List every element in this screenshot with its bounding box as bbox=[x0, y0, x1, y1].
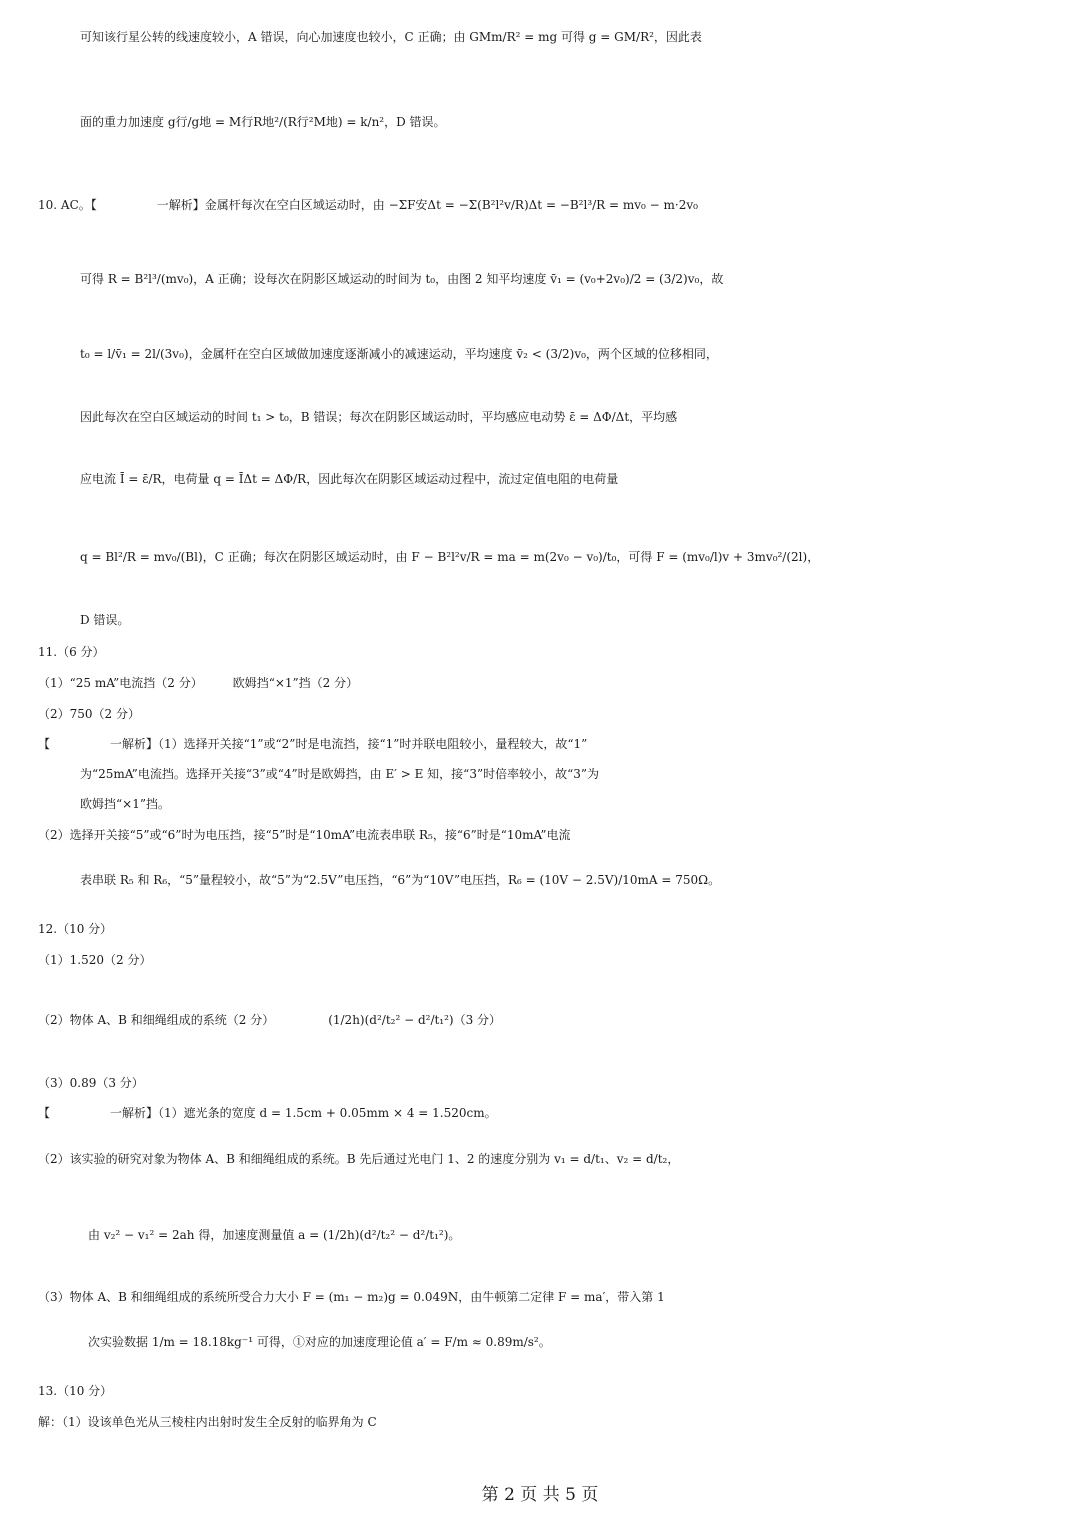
text-line-13: 【 一解析】（1）选择开关接“1”或“2”时是电流挡，接“1”时并联电阻较小，量程较大，故“1” bbox=[38, 737, 588, 751]
text-line-20: （2）物体 A、B 和细绳组成的系统（2 分） (1/2h)(d²/t₂² − d²/t₁²)（3 分） bbox=[38, 1013, 502, 1027]
text-line-16: （2）选择开关接“5”或“6”时为电压挡，接“5”时是“10mA”电流表串联 R₅，接“6”时是“10mA”电流 bbox=[38, 828, 571, 842]
text-line-27: 13.（10 分） bbox=[38, 1384, 113, 1398]
text-line-9: D 错误。 bbox=[80, 613, 130, 627]
text-line-19: （1）1.520（2 分） bbox=[38, 953, 152, 967]
page-footer: 第 2 页 共 5 页 bbox=[481, 1485, 599, 1505]
text-line-25: （3）物体 A、B 和细绳组成的系统所受合力大小 F = (m₁ − m₂)g = 0.049N，由牛顿第二定律 F = ma′，带入第 1 bbox=[38, 1290, 665, 1304]
text-line-24: 由 v₂² − v₁² = 2ah 得，加速度测量值 a = (1/2h)(d²/t₂² − d²/t₁²)。 bbox=[88, 1228, 461, 1242]
text-line-8: q = Bl²/R = mv₀/(Bl)，C 正确；每次在阴影区域运动时，由 F − B²l²v/R = ma = m(2v₀ − v₀)/t₀，可得 F = (mv₀/l)v + 3mv₀²/(2l)， bbox=[80, 550, 820, 564]
text-line-23: （2）该实验的研究对象为物体 A、B 和细绳组成的系统。B 先后通过光电门 1、2 的速度分别为 v₁ = d/t₁、v₂ = d/t₂， bbox=[38, 1152, 680, 1166]
text-line-7: 应电流 Ī = ε̄/R，电荷量 q = ĪΔt = ΔΦ/R，因此每次在阴影区域运动过程中，流过定值电阻的电荷量 bbox=[80, 472, 619, 486]
text-line-26: 次实验数据 1/m = 18.18kg⁻¹ 可得，①对应的加速度理论值 a′ = F/m ≈ 0.89m/s²。 bbox=[88, 1335, 551, 1349]
text-line-4: 可得 R = B²l³/(mv₀)，A 正确；设每次在阴影区域运动的时间为 t₀，由图 2 知平均速度 v̄₁ = (v₀+2v₀)/2 = (3/2)v₀，故 bbox=[80, 272, 724, 286]
text-line-15: 欧姆挡“×1”挡。 bbox=[80, 797, 170, 811]
text-line-11: （1）“25 mA”电流挡（2 分） 欧姆挡“×1”挡（2 分） bbox=[38, 676, 359, 690]
text-line-3: 10. AC。【 一解析】金属杆每次在空白区域运动时，由 −ΣF安Δt = −Σ(B²l²v/R)Δt = −B²l³/R = mv₀ − m·2v₀ bbox=[38, 198, 698, 212]
text-line-21: （3）0.89（3 分） bbox=[38, 1076, 144, 1090]
text-line-5: t₀ = l/v̄₁ = 2l/(3v₀)，金属杆在空白区域做加速度逐渐减小的减速运动，平均速度 v̄₂ < (3/2)v₀，两个区域的位移相同， bbox=[80, 347, 718, 361]
text-line-2: 面的重力加速度 g行/g地 = M行R地²/(R行²M地) = k/n²，D 错误。 bbox=[80, 115, 446, 129]
text-line-18: 12.（10 分） bbox=[38, 922, 113, 936]
text-line-10: 11.（6 分） bbox=[38, 645, 105, 659]
text-line-17: 表串联 R₅ 和 R₆，“5”量程较小，故“5”为“2.5V”电压挡，“6”为“10V”电压挡，R₆ = (10V − 2.5V)/10mA = 750Ω。 bbox=[80, 873, 721, 887]
text-line-12: （2）750（2 分） bbox=[38, 707, 140, 721]
text-line-22: 【 一解析】（1）遮光条的宽度 d = 1.5cm + 0.05mm × 4 = 1.520cm。 bbox=[38, 1106, 497, 1120]
text-line-1: 可知该行星公转的线速度较小，A 错误，向心加速度也较小，C 正确；由 GMm/R² = mg 可得 g = GM/R²，因此表 bbox=[80, 30, 702, 44]
text-line-28: 解：（1）设该单色光从三棱柱内出射时发生全反射的临界角为 C bbox=[38, 1415, 377, 1429]
text-line-6: 因此每次在空白区域运动的时间 t₁ > t₀，B 错误；每次在阴影区域运动时，平均感应电动势 ε̄ = ΔΦ/Δt，平均感 bbox=[80, 410, 678, 424]
text-line-14: 为“25mA”电流挡。选择开关接“3”或“4”时是欧姆挡，由 E′ > E 知，接“3”时倍率较小，故“3”为 bbox=[80, 767, 599, 781]
